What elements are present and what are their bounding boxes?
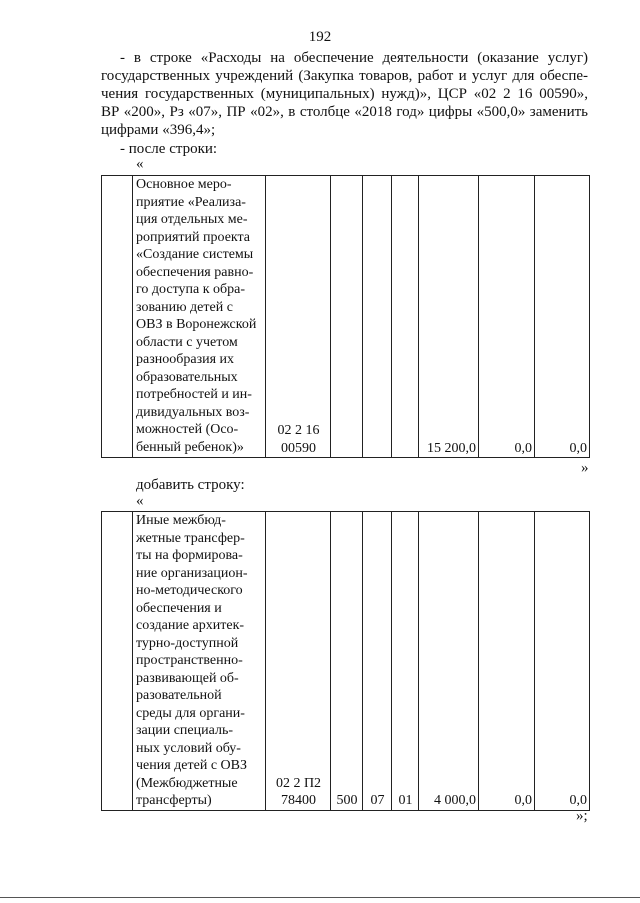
intro-line-5: цифрами «396,4»; (101, 122, 216, 138)
csr-cell (266, 512, 331, 811)
page-bottom-rule (0, 897, 640, 898)
name-line: бенный ребенок)» (136, 439, 244, 455)
rz-cell (363, 176, 392, 458)
name-line: го доступа к обра- (136, 282, 246, 297)
name-line: но-методического (136, 583, 243, 598)
name-line: дивидуальных воз- (136, 404, 250, 420)
name-line: ных условий обу- (136, 740, 241, 756)
intro-line-4: ВР «200», Рз «07», ПР «02», в столбце «2018 год» цифры «500,0» заменить (101, 104, 588, 120)
name-line: разовательной (136, 688, 222, 703)
name-line: «Создание системы (136, 247, 254, 262)
close-quote-2: »; (576, 808, 588, 824)
name-line: Основное меро- (136, 177, 232, 192)
rz-cell: 07 (363, 512, 392, 811)
after-line-label: - после строки: (120, 141, 218, 157)
budget-table-new-row (101, 511, 590, 811)
intro-line-3: чения государственных (муниципальных) нужд)», ЦСР «02 2 16 00590», (101, 86, 588, 102)
name-line: разнообразия их (136, 352, 235, 367)
name-line: трансферты) (136, 793, 212, 808)
empty-cell (102, 176, 133, 458)
csr-cell (266, 176, 331, 458)
sum-2017-cell: 4 000,0 (419, 512, 479, 811)
name-line: турно-доступной (136, 635, 239, 651)
name-line: потребностей и ин- (136, 387, 252, 402)
add-line-label: добавить строку: (136, 477, 245, 493)
name-line: среды для органи- (136, 705, 245, 721)
csr-line: 00590 (281, 440, 316, 456)
name-line: можностей (Осо- (136, 422, 239, 437)
pr-cell: 01 (392, 512, 419, 811)
name-line: (Межбюджетные (136, 775, 238, 791)
name-line: Иные межбюд- (136, 513, 226, 528)
name-line: обеспечения и (136, 600, 222, 616)
sum-2019-cell: 0,0 (535, 176, 590, 458)
name-line: области с учетом (136, 334, 238, 350)
name-line: создание архитек- (136, 618, 245, 633)
sum-2018-cell: 0,0 (479, 512, 535, 811)
empty-cell (102, 512, 133, 811)
name-line: зации специаль- (136, 723, 233, 738)
name-line: ция отдельных ме- (136, 212, 248, 227)
sum-2017-cell: 15 200,0 (419, 176, 479, 458)
name-line: зованию детей с (136, 299, 233, 315)
name-line: приятие «Реализа- (136, 194, 246, 210)
name-line: ОВЗ в Воронежской (136, 317, 257, 332)
vr-cell (331, 176, 363, 458)
csr-line: 02 2 16 (277, 423, 320, 438)
row-name-cell (133, 512, 266, 811)
name-line: чения детей с ОВЗ (136, 758, 248, 773)
open-quote-2: « (136, 493, 144, 509)
table-row (102, 512, 590, 811)
row-name-cell (133, 176, 266, 458)
name-line: развивающей об- (136, 670, 239, 686)
name-line: роприятий проекта (136, 229, 251, 245)
budget-table-existing-row (101, 175, 590, 458)
pr-cell (392, 176, 419, 458)
name-line: ние организацион- (136, 565, 248, 581)
vr-cell: 500 (331, 512, 363, 811)
name-line: образовательных (136, 369, 238, 385)
sum-2019-cell: 0,0 (535, 512, 590, 811)
csr-line: 78400 (281, 793, 316, 808)
close-quote-1: » (581, 460, 589, 476)
page-number: 192 (308, 29, 332, 45)
name-line: обеспечения равно- (136, 264, 254, 280)
name-line: ты на формирова- (136, 548, 243, 563)
sum-2018-cell: 0,0 (479, 176, 535, 458)
name-line: жетные трансфер- (136, 530, 245, 546)
name-line: пространственно- (136, 653, 243, 668)
table-row (102, 176, 590, 458)
intro-line-2: государственных учреждений (Закупка товаров, работ и услуг для обеспе- (101, 68, 588, 84)
open-quote-1: « (136, 156, 144, 172)
csr-line: 02 2 П2 (275, 775, 322, 791)
intro-line-1: - в строке «Расходы на обеспечение деятельности (оказание услуг) (120, 50, 588, 66)
